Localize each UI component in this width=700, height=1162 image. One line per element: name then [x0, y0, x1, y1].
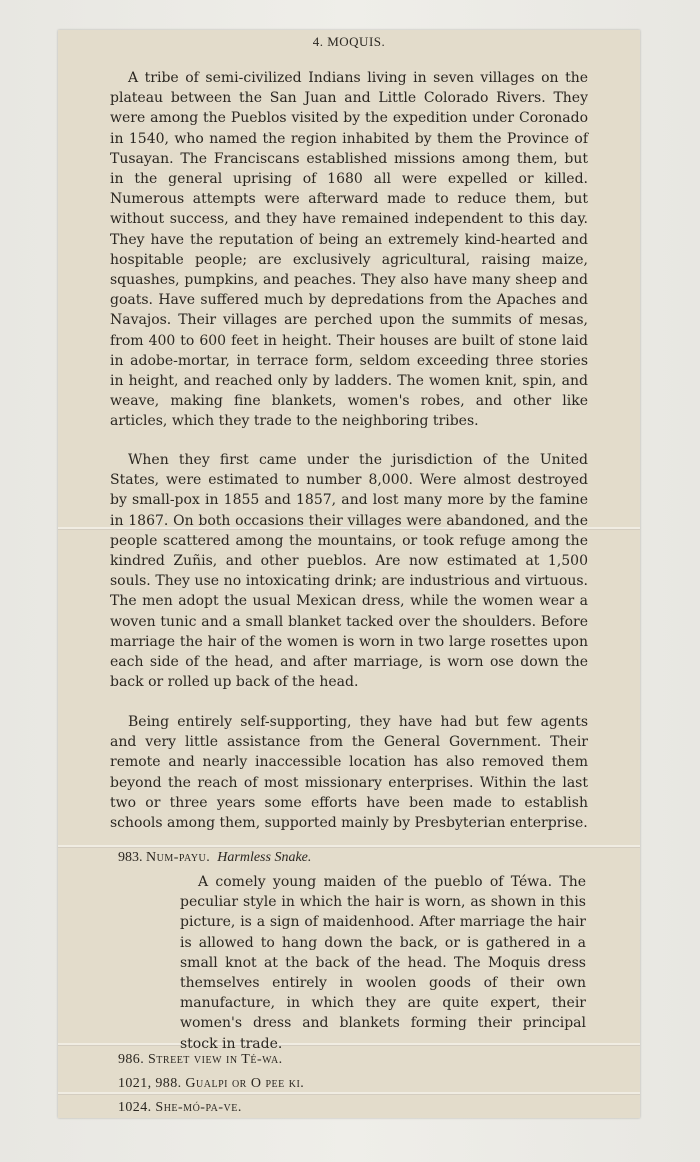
entry-1021-number: 1021, 988.: [118, 1076, 182, 1091]
entry-983-number: 983.: [118, 850, 143, 865]
paste-seam: [58, 1092, 640, 1095]
paragraph-missions: Being entirely self-supporting, they have had but few agents and very little assistance from the General Government. Their remote and nearly inaccessible location has also removed them beyond the reach of most missionary enterprises. Within the last two or three years some efforts have been made to establish schools among them, supported mainly by Presbyterian enterprise.: [110, 714, 588, 832]
entry-1024-number: 1024.: [118, 1100, 152, 1115]
paragraph-description: A tribe of semi-civilized Indians living in seven villages on the plateau between the San Juan and Little Colorado Rivers. They were among the Pueblos visited by the expedition under Coronado in 1540, who named the region inhabited by them the Province of Tusayan. The Franciscans established missions among them, but in the general uprising of 1680 all were expelled or killed. Numerous attempts were afterward made to reduce them, but without success, and they have remained independent to this day. They have the reputation of being an extremely kind-hearted and hospitable people; are exclusively agricultural, raising maize, squashes, pumpkins, and peaches. They also have many sheep and goats. Have suffered much by depredations from the Apaches and Navajos. Their villages are perched upon the summits of mesas, from 400 to 600 feet in height. Their houses are built of stone laid in adobe-mortar, in terrace form, seldom exceeding three stories in height, and reached only by ladders. The women knit, spin, and weave, making fine blankets, women's robes, and other like articles, which they trade to the neighboring tribes.: [110, 70, 588, 430]
paste-seam: [58, 845, 640, 848]
entry-986: [118, 1052, 283, 1068]
entry-1024: [118, 1100, 242, 1116]
entry-983-title: [118, 850, 311, 866]
entry-1024-title: She-mó-pa-ve.: [155, 1100, 242, 1115]
paragraph-history: When they first came under the jurisdiction of the United States, were estimated to number 8,000. Were almost destroyed by small-pox in 1855 and 1857, and lost many more by the famine in 1867. On both occasions their villages were abandoned, and the people scattered among the mountains, or took refuge among the kindred Zuñis, and other pueblos. Are now estimated at 1,500 souls. They use no intoxicating drink; are industrious and virtuous. The men adopt the usual Mexican dress, while the women wear a woven tunic and a small blanket tacked over the shoulders. Before marriage the hair of the women is worn in two large rosettes upon each side of the head, and after marriage, is worn ose down the back or rolled up back of the head.: [110, 452, 588, 691]
section-heading: 4. MOQUIS.: [312, 34, 386, 49]
entry-986-title: Street view in Té-wa.: [148, 1052, 283, 1067]
entry-986-number: 986.: [118, 1052, 145, 1067]
entry-983-body: A comely young maiden of the pueblo of Téwa. The peculiar style in which the hair is worn, as shown in this picture, is a sign of maidenhood. After marriage the hair is allowed to hang down the back, or is gathered in a small knot at the back of the head. The Moquis dress themselves entirely in woolen goods of their own manufacture, in which they are quite expert, their women's dress and blankets forming their principal stock in trade.: [180, 874, 586, 1052]
entry-983-name: Num-payu.: [146, 850, 211, 865]
entry-1021-title: Gualpi or O pee ki.: [185, 1076, 305, 1091]
entry-983-translation: Harmless Snake.: [217, 850, 312, 865]
entry-1021: [118, 1076, 304, 1092]
